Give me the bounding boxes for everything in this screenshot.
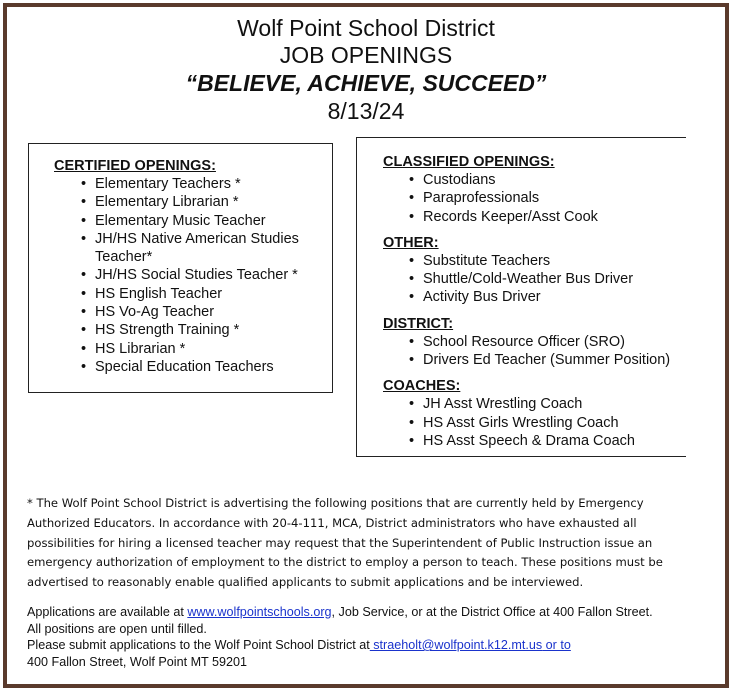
certified-list (54, 175, 334, 376)
classified-title: CLASSIFIED OPENINGS: (383, 154, 555, 170)
list-item: • Records Keeper/Asst Cook (383, 208, 693, 226)
list-item: • HS Librarian * (54, 340, 334, 358)
other-openings-box (356, 137, 686, 457)
footnote-line: * The Wolf Point School District is advertising the following positions that are currently held by Emergency (27, 496, 644, 510)
application-instructions (27, 604, 717, 670)
footnote-line: Authorized Educators. In accordance with 20-4-111, MCA, District administrators who have exhausted all (27, 515, 637, 530)
other-title: OTHER: (383, 234, 439, 251)
apply-line-1 (27, 604, 717, 621)
header (0, 15, 732, 125)
other-list (383, 252, 693, 307)
footnote-line: advertised to reasonably enable qualified applicants to submit applications and be interviewed. (27, 575, 584, 590)
list-item: • Special Education Teachers (54, 358, 334, 376)
list-item: • JH/HS Native American Studies (54, 230, 334, 248)
posting-date: 8/13/24 (327, 98, 405, 124)
apply-line-3 (27, 637, 717, 654)
list-item: • Custodians (383, 171, 693, 189)
footnote-line: possibilities for hiring a licensed teacher may request that the Superintendent of Public Instruction issue an (27, 535, 653, 550)
emergency-authorization-footnote (27, 494, 707, 593)
district-section-title: DISTRICT: (383, 315, 454, 332)
coaches-list (383, 395, 693, 450)
coaches-title: COACHES: (383, 378, 461, 395)
list-item: • Paraprofessionals (383, 189, 693, 207)
list-item: • HS Asst Girls Wrestling Coach (383, 414, 693, 432)
apply-line-4: 400 Fallon Street, Wolf Point MT 59201 (27, 654, 248, 669)
apply-line-2: All positions are open until filled. (27, 621, 207, 636)
email-link[interactable]: straeholt@wolfpoint.k12.mt.us (369, 638, 543, 653)
district-title: Wolf Point School District (237, 15, 495, 41)
website-link[interactable]: www.wolfpointschools.org (187, 605, 332, 619)
list-item-continuation: Teacher* (95, 249, 153, 266)
classified-list (383, 171, 693, 226)
list-item: • Activity Bus Driver (383, 288, 693, 306)
list-item: • Elementary Music Teacher (54, 212, 334, 230)
list-item: • School Resource Officer (SRO) (383, 333, 693, 351)
list-item: • HS Strength Training * (54, 321, 334, 339)
list-item: • JH/HS Social Studies Teacher * (54, 266, 334, 284)
list-item: • Shuttle/Cold-Weather Bus Driver (383, 270, 693, 288)
apply-text: , Job Service, or at the District Office at 400 Fallon Street. (331, 605, 653, 619)
footnote-line: emergency authorization of employment to the district to employ a person to teach. These positions must be (27, 555, 663, 570)
list-item: • Elementary Librarian * (54, 193, 334, 211)
list-item: • HS Vo-Ag Teacher (54, 303, 334, 321)
list-item: • Substitute Teachers (383, 252, 693, 270)
district-list (383, 333, 693, 370)
email-link-suffix[interactable]: or to (542, 638, 571, 653)
list-item: • Elementary Teachers * (54, 175, 334, 193)
apply-text: Please submit applications to the Wolf Point School District at (27, 638, 370, 653)
certified-title: CERTIFIED OPENINGS: (54, 158, 216, 174)
list-item: • HS Asst Speech & Drama Coach (383, 432, 693, 450)
job-openings-title: JOB OPENINGS (279, 42, 453, 68)
list-item: • Drivers Ed Teacher (Summer Position) (383, 351, 693, 369)
list-item: • HS English Teacher (54, 285, 334, 303)
list-item: • JH Asst Wrestling Coach (383, 395, 693, 413)
apply-text: Applications are available at (27, 605, 188, 619)
certified-openings-box (28, 143, 333, 393)
motto: “BELIEVE, ACHIEVE, SUCCEED” (185, 70, 547, 96)
